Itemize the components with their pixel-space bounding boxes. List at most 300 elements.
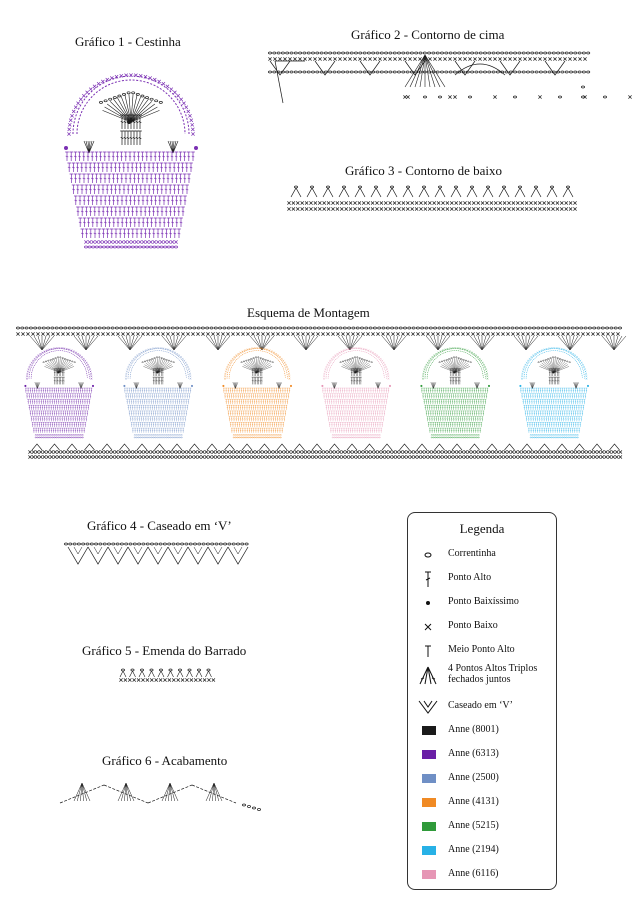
double-crochet [286, 399, 288, 404]
single-crochet [32, 450, 35, 453]
single-crochet [252, 434, 254, 436]
chain-stitch [520, 327, 523, 329]
single-crochet [206, 332, 209, 335]
double-crochet [456, 422, 458, 427]
double-crochet [270, 417, 272, 422]
double-crochet [360, 405, 362, 410]
chain-stitch [276, 437, 278, 438]
chain-stitch [419, 52, 422, 54]
double-crochet [458, 411, 460, 416]
chain-stitch [299, 71, 302, 73]
double-crochet [522, 399, 524, 404]
double-crochet [545, 428, 547, 433]
chain-stitch [98, 327, 101, 329]
single-crochet [316, 450, 319, 453]
double-crochet [141, 388, 143, 393]
double-crochet [434, 411, 436, 416]
double-crochet [334, 417, 336, 422]
double-crochet [91, 388, 93, 393]
double-crochet [281, 394, 283, 399]
chain-stitch [470, 437, 472, 438]
double-crochet [161, 411, 163, 416]
fan [526, 336, 534, 350]
double-crochet [88, 399, 90, 404]
single-crochet [363, 455, 366, 458]
chain-stitch [316, 71, 319, 73]
picot [187, 671, 193, 677]
double-crochet [106, 207, 110, 216]
double-crochet [118, 163, 122, 172]
single-crochet [521, 201, 524, 204]
double-crochet [352, 405, 354, 410]
double-crochet [188, 394, 190, 399]
single-crochet [385, 455, 388, 458]
double-crochet [377, 411, 379, 416]
double-crochet [179, 422, 181, 427]
chain-stitch [354, 52, 357, 54]
single-crochet [397, 201, 400, 204]
single-crochet [329, 360, 331, 362]
double-crochet [462, 405, 464, 410]
double-crochet [48, 417, 50, 422]
single-crochet [424, 201, 427, 204]
single-crochet [28, 368, 30, 370]
double-crochet [83, 405, 85, 410]
double-crochet [44, 394, 46, 399]
double-crochet [268, 394, 270, 399]
single-crochet [178, 355, 180, 357]
double-crochet [277, 417, 279, 422]
chain-stitch [188, 669, 191, 671]
double-crochet [147, 428, 149, 433]
double-crochet [99, 196, 103, 205]
chain-stitch [438, 186, 441, 188]
single-crochet [543, 434, 545, 436]
double-crochet [447, 411, 449, 416]
single-crochet [29, 366, 31, 368]
single-crochet [377, 434, 379, 436]
chain-stitch [406, 186, 409, 188]
double-crochet [246, 417, 248, 422]
double-crochet [244, 417, 246, 422]
single-crochet [430, 358, 432, 360]
single-crochet [323, 207, 326, 210]
chain-stitch [151, 437, 153, 438]
double-crochet [335, 411, 337, 416]
double-crochet [371, 428, 373, 433]
single-crochet [471, 332, 474, 335]
double-crochet [357, 388, 359, 393]
single-crochet [190, 378, 192, 380]
single-crochet [361, 332, 364, 335]
single-crochet [388, 450, 391, 453]
slip-stitch [191, 385, 193, 387]
double-crochet [440, 428, 442, 433]
double-crochet [47, 399, 49, 404]
double-crochet [133, 411, 135, 416]
single-crochet [478, 57, 481, 60]
double-crochet [35, 428, 37, 433]
double-crochet [275, 417, 277, 422]
single-crochet [46, 450, 49, 453]
double-crochet [358, 394, 360, 399]
single-crochet [556, 347, 558, 349]
double-crochet [580, 417, 582, 422]
double-crochet [460, 388, 462, 393]
chain-stitch [240, 327, 243, 329]
single-crochet [276, 332, 279, 335]
double-crochet [433, 428, 435, 433]
double-crochet [125, 394, 127, 399]
double-crochet [446, 405, 448, 410]
single-crochet [573, 434, 575, 436]
double-crochet [141, 196, 145, 205]
single-crochet [66, 332, 69, 335]
double-crochet [370, 411, 372, 416]
chain-stitch [118, 95, 121, 97]
single-crochet [226, 455, 229, 458]
single-crochet [574, 355, 576, 357]
double-crochet [331, 422, 333, 427]
chain-stitch [453, 437, 455, 438]
double-crochet [168, 422, 170, 427]
single-crochet [411, 207, 414, 210]
double-crochet [153, 411, 155, 416]
single-crochet [373, 57, 376, 60]
chain-stitch [445, 52, 448, 54]
single-crochet [164, 434, 166, 436]
single-crochet [295, 455, 298, 458]
double-crochet [556, 377, 558, 384]
inner-v [94, 547, 102, 554]
double-crochet [457, 394, 459, 399]
chain-stitch [290, 52, 293, 54]
single-crochet [530, 434, 532, 436]
double-crochet [267, 388, 269, 393]
double-crochet [45, 411, 47, 416]
single-crochet [158, 450, 161, 453]
color-swatch [422, 822, 436, 831]
single-crochet [176, 450, 179, 453]
double-crochet [545, 417, 547, 422]
chain-stitch [332, 437, 334, 438]
single-crochet [358, 207, 361, 210]
double-crochet [353, 422, 355, 427]
single-crochet [571, 332, 574, 335]
chain-stitch [341, 437, 343, 438]
double-crochet [47, 388, 49, 393]
double-crochet [80, 422, 82, 427]
chain-stitch [71, 437, 73, 438]
double-crochet [443, 399, 445, 404]
single-crochet [261, 434, 263, 436]
legend-item-label: 4 Pontos Altos Triplos fechados juntos [448, 663, 538, 685]
double-crochet [436, 428, 438, 433]
picot [387, 188, 397, 197]
double-crochet [55, 405, 57, 410]
single-crochet [183, 450, 186, 453]
single-crochet [424, 450, 427, 453]
double-crochet [167, 417, 169, 422]
double-crochet [572, 428, 574, 433]
double-crochet [43, 399, 45, 404]
single-crochet [171, 240, 174, 243]
double-crochet [473, 388, 475, 393]
single-crochet [138, 434, 140, 436]
chain-stitch [110, 246, 113, 248]
single-crochet [338, 434, 340, 436]
double-crochet [482, 399, 484, 404]
double-crochet [583, 388, 585, 393]
chain-stitch [350, 71, 353, 73]
double-crochet [44, 428, 46, 433]
single-crochet [431, 332, 434, 335]
chain-stitch [103, 543, 106, 545]
chain-stitch [316, 52, 319, 54]
double-crochet [258, 377, 260, 384]
chain-stitch [475, 52, 478, 54]
double-crochet [530, 417, 532, 422]
double-crochet [224, 394, 226, 399]
single-crochet [189, 371, 191, 373]
double-crochet [261, 377, 263, 384]
double-crochet [348, 411, 350, 416]
double-crochet [477, 417, 479, 422]
slip-stitch [64, 146, 68, 150]
single-crochet [435, 455, 438, 458]
single-crochet [432, 450, 435, 453]
double-crochet [334, 428, 336, 433]
single-crochet [280, 450, 283, 453]
single-crochet [612, 450, 615, 453]
double-crochet [140, 422, 142, 427]
inner-v [134, 547, 142, 554]
single-crochet [162, 82, 165, 85]
double-crochet [85, 229, 89, 238]
single-crochet [81, 332, 84, 335]
chain-stitch [164, 246, 167, 248]
fan [210, 336, 218, 350]
double-crochet [93, 229, 97, 238]
single-crochet [529, 207, 532, 210]
chain-stitch [131, 669, 134, 671]
double-crochet [330, 428, 332, 433]
chain-stitch [544, 52, 547, 54]
single-crochet [387, 371, 389, 373]
double-crochet [78, 218, 82, 227]
chain-stitch [548, 71, 551, 73]
chain-stitch [566, 186, 569, 188]
single-crochet [327, 201, 330, 204]
single-crochet [453, 95, 456, 98]
single-crochet [189, 373, 191, 375]
chain-stitch [116, 543, 119, 545]
single-crochet [237, 455, 240, 458]
double-crochet [477, 394, 479, 399]
single-crochet [141, 678, 144, 681]
chain-stitch [539, 52, 542, 54]
single-crochet [59, 434, 61, 436]
double-crochet [349, 394, 351, 399]
double-crochet [355, 411, 357, 416]
double-crochet [553, 377, 555, 384]
single-crochet [452, 434, 454, 436]
chain-stitch [537, 327, 540, 329]
double-crochet [575, 422, 577, 427]
single-crochet [177, 434, 179, 436]
chain-stitch [554, 437, 556, 438]
double-crochet [340, 411, 342, 416]
double-crochet [557, 422, 559, 427]
single-crochet [456, 332, 459, 335]
double-crochet [551, 411, 553, 416]
double-crochet [574, 417, 576, 422]
chain-stitch [369, 327, 372, 329]
chain-stitch [448, 437, 450, 438]
single-crochet [572, 455, 575, 458]
single-crochet [493, 455, 496, 458]
chain-stitch [371, 437, 373, 438]
double-crochet [171, 417, 173, 422]
double-crochet [177, 411, 179, 416]
chain-stitch [95, 246, 98, 248]
double-crochet [173, 394, 175, 399]
chain-stitch [146, 246, 149, 248]
legend-color-item [416, 865, 554, 885]
double-crochet [523, 394, 525, 399]
single-crochet [111, 450, 114, 453]
single-crochet [403, 95, 406, 98]
single-crochet [205, 450, 208, 453]
double-crochet [249, 399, 251, 404]
single-crochet [532, 434, 534, 436]
picot [260, 444, 270, 450]
single-crochet [486, 371, 488, 373]
chain-stitch [458, 358, 460, 359]
double-crochet [526, 405, 528, 410]
single-crochet [259, 450, 262, 453]
double-crochet [584, 394, 586, 399]
single-crochet [424, 368, 426, 370]
chain-stitch [566, 437, 568, 438]
double-crochet [179, 174, 183, 183]
single-crochet [79, 355, 81, 357]
double-crochet [422, 394, 424, 399]
double-crochet [256, 411, 258, 416]
fan [606, 336, 614, 350]
graph-5-title: Gráfico 5 - Emenda do Barrado [82, 643, 247, 658]
double-crochet [175, 174, 179, 183]
basket [222, 347, 292, 438]
single-crochet [234, 450, 237, 453]
chain-stitch [339, 437, 341, 438]
chain-stitch [267, 360, 269, 361]
single-crochet [444, 434, 446, 436]
chain-stitch [531, 52, 534, 54]
double-crochet [179, 388, 181, 393]
single-crochet [527, 360, 529, 362]
double-crochet [554, 428, 556, 433]
single-crochet [579, 450, 582, 453]
single-crochet [531, 332, 534, 335]
single-crochet [77, 102, 80, 105]
graph-4-title: Gráfico 4 - Caseado em ‘V’ [87, 518, 232, 533]
inner-v [194, 547, 202, 554]
single-crochet [334, 355, 336, 357]
single-crochet [84, 240, 87, 243]
single-crochet [499, 207, 502, 210]
chain-stitch [347, 359, 349, 360]
chain-stitch [581, 96, 584, 98]
double-crochet [142, 422, 144, 427]
double-crochet [95, 152, 99, 161]
single-crochet [533, 57, 536, 60]
double-crochet [99, 174, 103, 183]
single-crochet [302, 455, 305, 458]
double-crochet [175, 218, 179, 227]
double-crochet [248, 417, 250, 422]
chain-stitch [279, 327, 282, 329]
chain-stitch [90, 543, 93, 545]
single-crochet [511, 450, 514, 453]
single-crochet [273, 352, 275, 354]
double-crochet [367, 428, 369, 433]
single-crochet [490, 207, 493, 210]
double-crochet [135, 207, 139, 216]
chain-stitch [446, 359, 448, 360]
single-crochet [306, 450, 309, 453]
double-crochet [366, 411, 368, 416]
single-crochet [63, 348, 65, 350]
double-crochet [426, 411, 428, 416]
chain-stitch [169, 669, 172, 671]
single-crochet [428, 450, 431, 453]
chain-stitch [303, 71, 306, 73]
single-crochet [101, 80, 104, 83]
double-crochet [375, 399, 377, 404]
double-crochet [475, 417, 477, 422]
double-crochet [369, 428, 371, 433]
single-crochet [440, 434, 442, 436]
double-crochet [184, 417, 186, 422]
double-crochet [255, 417, 257, 422]
double-crochet [118, 185, 122, 194]
chain-stitch [514, 52, 517, 54]
single-crochet [86, 91, 89, 94]
single-crochet [56, 332, 59, 335]
chain-stitch [342, 52, 345, 54]
double-crochet [576, 417, 578, 422]
double-crochet [137, 388, 139, 393]
single-crochet [353, 207, 356, 210]
legend-color-label: Anne (2194) [448, 844, 499, 855]
double-crochet [227, 388, 229, 393]
single-crochet [601, 450, 604, 453]
double-crochet [128, 388, 130, 393]
chain-stitch [163, 543, 166, 545]
double-crochet [126, 131, 130, 145]
single-crochet [551, 332, 554, 335]
single-crochet [64, 455, 67, 458]
double-crochet [332, 405, 334, 410]
single-crochet [181, 678, 184, 681]
double-crochet [441, 422, 443, 427]
single-crochet [116, 332, 119, 335]
double-crochet [66, 428, 68, 433]
single-crochet [26, 378, 28, 380]
double-crochet [438, 405, 440, 410]
double-crochet [445, 388, 447, 393]
